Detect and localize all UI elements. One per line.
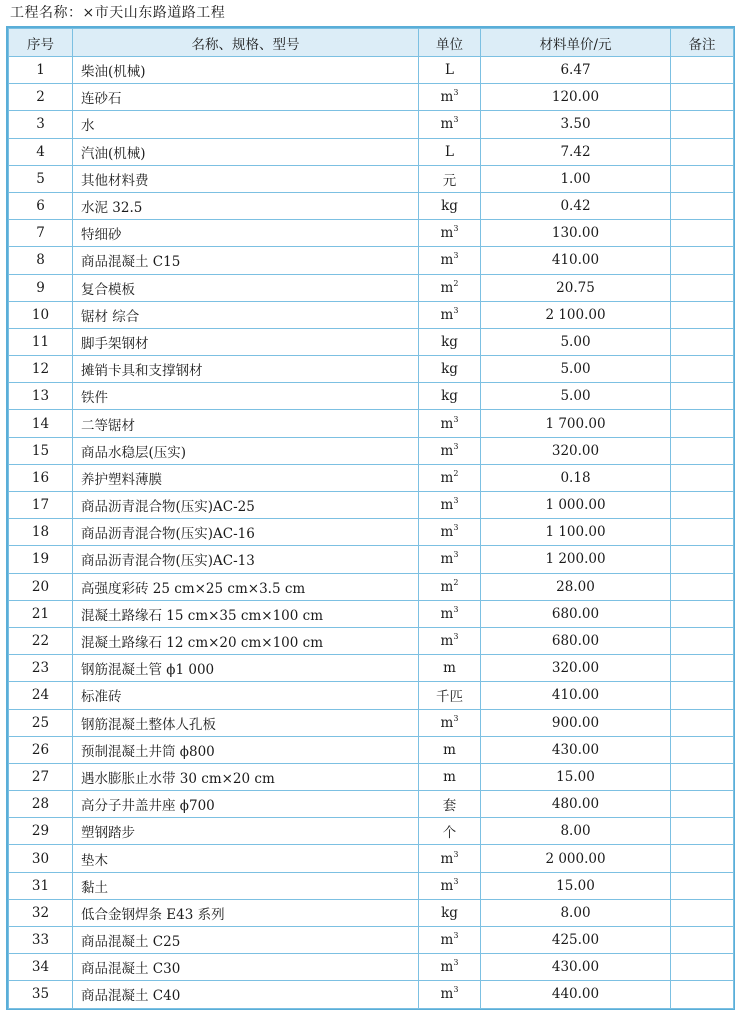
cell-no: 20	[9, 573, 73, 600]
cell-no: 12	[9, 356, 73, 383]
cell-unit	[419, 111, 481, 138]
cell-name: 商品混凝土 C30	[73, 954, 419, 981]
unit-text: m	[440, 633, 454, 650]
cell-unit	[419, 573, 481, 600]
table-row	[9, 763, 734, 790]
unit-exponent: 3	[453, 251, 459, 261]
table-row	[9, 899, 734, 926]
table-row	[9, 791, 734, 818]
table-row	[9, 247, 734, 274]
unit-text: m	[440, 877, 454, 894]
cell-unit	[419, 791, 481, 818]
cell-note	[671, 546, 734, 573]
cell-note	[671, 736, 734, 763]
cell-no: 21	[9, 600, 73, 627]
cell-unit	[419, 736, 481, 763]
cell-name: 商品沥青混合物(压实)AC-25	[73, 492, 419, 519]
unit-text: m	[440, 959, 454, 976]
cell-name: 摊销卡具和支撑钢材	[73, 356, 419, 383]
cell-price: 8.00	[481, 818, 671, 845]
cell-price: 410.00	[481, 247, 671, 274]
cell-name: 商品混凝土 C15	[73, 247, 419, 274]
cell-note	[671, 573, 734, 600]
cell-no: 35	[9, 981, 73, 1008]
cell-price: 8.00	[481, 899, 671, 926]
cell-unit	[419, 247, 481, 274]
cell-note	[671, 165, 734, 192]
cell-price: 430.00	[481, 954, 671, 981]
cell-no: 29	[9, 818, 73, 845]
unit-text: m	[440, 89, 454, 106]
cell-price: 480.00	[481, 791, 671, 818]
unit-exponent: 3	[453, 931, 459, 941]
table-row	[9, 872, 734, 899]
unit-exponent: 3	[453, 876, 459, 886]
table-row	[9, 954, 734, 981]
cell-no: 28	[9, 791, 73, 818]
cell-name: 商品混凝土 C40	[73, 981, 419, 1008]
unit-text: m	[440, 714, 454, 731]
cell-no: 24	[9, 682, 73, 709]
cell-unit	[419, 328, 481, 355]
cell-note	[671, 981, 734, 1008]
cell-name: 商品沥青混合物(压实)AC-13	[73, 546, 419, 573]
cell-no: 27	[9, 763, 73, 790]
cell-note	[671, 845, 734, 872]
cell-unit	[419, 220, 481, 247]
cell-name: 水泥 32.5	[73, 192, 419, 219]
cell-name: 连砂石	[73, 84, 419, 111]
unit-text: 个	[442, 825, 457, 842]
cell-name: 黏土	[73, 872, 419, 899]
cell-no: 7	[9, 220, 73, 247]
cell-name: 混凝土路缘石 15 cm×35 cm×100 cm	[73, 600, 419, 627]
unit-text: m	[440, 850, 454, 867]
table-row	[9, 328, 734, 355]
cell-price: 130.00	[481, 220, 671, 247]
cell-price: 3.50	[481, 111, 671, 138]
cell-unit	[419, 763, 481, 790]
unit-text: 套	[442, 798, 457, 815]
cell-name: 低合金钢焊条 E43 系列	[73, 899, 419, 926]
cell-price: 430.00	[481, 736, 671, 763]
cell-price: 2 000.00	[481, 845, 671, 872]
unit-text: m	[440, 605, 454, 622]
cell-name: 商品混凝土 C25	[73, 927, 419, 954]
unit-text: m	[440, 116, 454, 133]
header-no: 序号	[9, 29, 73, 57]
header-name: 名称、规格、型号	[73, 29, 419, 57]
cell-price: 680.00	[481, 600, 671, 627]
table-row	[9, 519, 734, 546]
unit-text: kg	[441, 904, 458, 921]
cell-note	[671, 274, 734, 301]
table-row	[9, 981, 734, 1008]
unit-text: m	[440, 551, 454, 568]
cell-name: 垫木	[73, 845, 419, 872]
unit-exponent: 2	[453, 577, 459, 587]
cell-unit	[419, 682, 481, 709]
table-row	[9, 138, 734, 165]
cell-no: 6	[9, 192, 73, 219]
cell-name: 预制混凝土井筒 ϕ800	[73, 736, 419, 763]
cell-no: 31	[9, 872, 73, 899]
cell-no: 8	[9, 247, 73, 274]
table-row	[9, 464, 734, 491]
table-row	[9, 927, 734, 954]
unit-exponent: 2	[453, 468, 459, 478]
unit-exponent: 3	[453, 713, 459, 723]
cell-unit	[419, 57, 481, 84]
cell-no: 13	[9, 383, 73, 410]
cell-name: 塑钢踏步	[73, 818, 419, 845]
cell-unit	[419, 546, 481, 573]
unit-exponent: 3	[453, 550, 459, 560]
cell-no: 9	[9, 274, 73, 301]
table-row	[9, 57, 734, 84]
table-row	[9, 356, 734, 383]
cell-note	[671, 627, 734, 654]
cell-unit	[419, 492, 481, 519]
cell-name: 遇水膨胀止水带 30 cm×20 cm	[73, 763, 419, 790]
cell-note	[671, 383, 734, 410]
project-name: 工程名称：×市天山东路道路工程	[10, 5, 226, 21]
unit-text: m	[443, 660, 456, 677]
cell-name: 养护塑料薄膜	[73, 464, 419, 491]
unit-text: 千匹	[436, 689, 463, 706]
cell-name: 脚手架钢材	[73, 328, 419, 355]
cell-price: 320.00	[481, 437, 671, 464]
unit-exponent: 3	[453, 414, 459, 424]
cell-no: 2	[9, 84, 73, 111]
cell-note	[671, 410, 734, 437]
cell-price: 1.00	[481, 165, 671, 192]
cell-name: 铁件	[73, 383, 419, 410]
header-unit: 单位	[419, 29, 481, 57]
table-row	[9, 274, 734, 301]
cell-note	[671, 437, 734, 464]
cell-note	[671, 111, 734, 138]
cell-no: 14	[9, 410, 73, 437]
cell-unit	[419, 301, 481, 328]
unit-text: m	[443, 741, 456, 758]
cell-price: 6.47	[481, 57, 671, 84]
cell-note	[671, 138, 734, 165]
cell-price: 28.00	[481, 573, 671, 600]
cell-price: 425.00	[481, 927, 671, 954]
cell-no: 32	[9, 899, 73, 926]
cell-price: 900.00	[481, 709, 671, 736]
cell-no: 5	[9, 165, 73, 192]
material-price-table	[6, 26, 735, 1010]
cell-price: 15.00	[481, 872, 671, 899]
cell-price: 680.00	[481, 627, 671, 654]
cell-note	[671, 899, 734, 926]
table-row	[9, 546, 734, 573]
cell-note	[671, 247, 734, 274]
unit-exponent: 3	[453, 224, 459, 234]
cell-unit	[419, 981, 481, 1008]
cell-note	[671, 927, 734, 954]
cell-no: 19	[9, 546, 73, 573]
cell-no: 4	[9, 138, 73, 165]
cell-price: 5.00	[481, 356, 671, 383]
table-row	[9, 165, 734, 192]
cell-no: 26	[9, 736, 73, 763]
cell-no: 17	[9, 492, 73, 519]
cell-no: 1	[9, 57, 73, 84]
cell-price: 20.75	[481, 274, 671, 301]
cell-name: 其他材料费	[73, 165, 419, 192]
table-row	[9, 111, 734, 138]
cell-name: 特细砂	[73, 220, 419, 247]
cell-name: 高分子井盖井座 ϕ700	[73, 791, 419, 818]
cell-note	[671, 57, 734, 84]
unit-text: m	[443, 768, 456, 785]
cell-unit	[419, 845, 481, 872]
cell-unit	[419, 954, 481, 981]
cell-unit	[419, 84, 481, 111]
cell-unit	[419, 356, 481, 383]
unit-exponent: 3	[453, 115, 459, 125]
cell-no: 15	[9, 437, 73, 464]
cell-name: 钢筋混凝土管 ϕ1 000	[73, 655, 419, 682]
cell-note	[671, 818, 734, 845]
unit-text: m	[440, 306, 454, 323]
cell-name: 混凝土路缘石 12 cm×20 cm×100 cm	[73, 627, 419, 654]
cell-unit	[419, 627, 481, 654]
cell-price: 410.00	[481, 682, 671, 709]
cell-name: 复合模板	[73, 274, 419, 301]
unit-exponent: 3	[453, 958, 459, 968]
unit-text: m	[440, 932, 454, 949]
cell-no: 23	[9, 655, 73, 682]
cell-no: 22	[9, 627, 73, 654]
unit-text: m	[440, 442, 454, 459]
cell-note	[671, 464, 734, 491]
table-row	[9, 682, 734, 709]
cell-no: 25	[9, 709, 73, 736]
cell-unit	[419, 600, 481, 627]
cell-no: 10	[9, 301, 73, 328]
cell-note	[671, 220, 734, 247]
unit-exponent: 3	[453, 632, 459, 642]
table-row	[9, 600, 734, 627]
table-header-row	[9, 29, 734, 57]
table-row	[9, 220, 734, 247]
cell-no: 33	[9, 927, 73, 954]
cell-price: 1 100.00	[481, 519, 671, 546]
cell-name: 商品水稳层(压实)	[73, 437, 419, 464]
cell-name: 钢筋混凝土整体人孔板	[73, 709, 419, 736]
unit-text: m	[440, 986, 454, 1003]
cell-price: 2 100.00	[481, 301, 671, 328]
unit-text: kg	[441, 361, 458, 378]
cell-note	[671, 328, 734, 355]
cell-note	[671, 872, 734, 899]
cell-unit	[419, 655, 481, 682]
cell-name: 标准砖	[73, 682, 419, 709]
cell-price: 1 700.00	[481, 410, 671, 437]
unit-text: kg	[441, 388, 458, 405]
unit-exponent: 3	[453, 523, 459, 533]
unit-exponent: 3	[453, 849, 459, 859]
unit-text: m	[440, 497, 454, 514]
unit-exponent: 2	[453, 278, 459, 288]
cell-price: 0.42	[481, 192, 671, 219]
cell-note	[671, 192, 734, 219]
cell-unit	[419, 383, 481, 410]
cell-note	[671, 709, 734, 736]
unit-text: m	[440, 252, 454, 269]
table-row	[9, 627, 734, 654]
table-row	[9, 383, 734, 410]
cell-note	[671, 791, 734, 818]
table-row	[9, 437, 734, 464]
cell-name: 汽油(机械)	[73, 138, 419, 165]
cell-note	[671, 600, 734, 627]
table-row	[9, 736, 734, 763]
table-row	[9, 845, 734, 872]
cell-name: 锯材 综合	[73, 301, 419, 328]
cell-price: 120.00	[481, 84, 671, 111]
cell-price: 440.00	[481, 981, 671, 1008]
unit-exponent: 3	[453, 88, 459, 98]
unit-exponent: 3	[453, 305, 459, 315]
unit-text: m	[440, 578, 454, 595]
unit-exponent: 3	[453, 496, 459, 506]
unit-text: L	[445, 143, 454, 160]
table-row	[9, 492, 734, 519]
cell-price: 7.42	[481, 138, 671, 165]
cell-note	[671, 682, 734, 709]
cell-name: 柴油(机械)	[73, 57, 419, 84]
cell-unit	[419, 192, 481, 219]
cell-name: 二等锯材	[73, 410, 419, 437]
unit-text: kg	[441, 198, 458, 215]
table-row	[9, 818, 734, 845]
unit-text: kg	[441, 333, 458, 350]
cell-no: 3	[9, 111, 73, 138]
header-price: 材料单价/元	[481, 29, 671, 57]
unit-text: m	[440, 279, 454, 296]
cell-price: 320.00	[481, 655, 671, 682]
unit-text: m	[440, 225, 454, 242]
cell-price: 5.00	[481, 383, 671, 410]
unit-text: L	[445, 62, 454, 79]
cell-unit	[419, 709, 481, 736]
cell-name: 水	[73, 111, 419, 138]
cell-note	[671, 655, 734, 682]
cell-unit	[419, 274, 481, 301]
table-row	[9, 709, 734, 736]
cell-note	[671, 492, 734, 519]
cell-unit	[419, 899, 481, 926]
cell-note	[671, 519, 734, 546]
cell-unit	[419, 464, 481, 491]
cell-no: 11	[9, 328, 73, 355]
cell-unit	[419, 165, 481, 192]
cell-unit	[419, 437, 481, 464]
unit-exponent: 3	[453, 441, 459, 451]
cell-price: 15.00	[481, 763, 671, 790]
cell-unit	[419, 818, 481, 845]
unit-text: 元	[442, 172, 457, 189]
table-row	[9, 301, 734, 328]
table-row	[9, 192, 734, 219]
unit-text: m	[440, 469, 454, 486]
header-note: 备注	[671, 29, 734, 57]
cell-no: 18	[9, 519, 73, 546]
cell-note	[671, 301, 734, 328]
cell-note	[671, 356, 734, 383]
table-row	[9, 655, 734, 682]
cell-unit	[419, 138, 481, 165]
unit-exponent: 3	[453, 985, 459, 995]
unit-text: m	[440, 524, 454, 541]
cell-no: 34	[9, 954, 73, 981]
cell-unit	[419, 872, 481, 899]
unit-text: m	[440, 415, 454, 432]
cell-name: 高强度彩砖 25 cm×25 cm×3.5 cm	[73, 573, 419, 600]
cell-unit	[419, 519, 481, 546]
cell-no: 30	[9, 845, 73, 872]
cell-price: 1 200.00	[481, 546, 671, 573]
table-row	[9, 573, 734, 600]
cell-no: 16	[9, 464, 73, 491]
cell-note	[671, 954, 734, 981]
table-body	[9, 57, 734, 1009]
cell-note	[671, 763, 734, 790]
cell-price: 1 000.00	[481, 492, 671, 519]
unit-exponent: 3	[453, 604, 459, 614]
cell-price: 0.18	[481, 464, 671, 491]
cell-unit	[419, 927, 481, 954]
cell-name: 商品沥青混合物(压实)AC-16	[73, 519, 419, 546]
cell-note	[671, 84, 734, 111]
table-row	[9, 84, 734, 111]
table-row	[9, 410, 734, 437]
cell-unit	[419, 410, 481, 437]
cell-price: 5.00	[481, 328, 671, 355]
